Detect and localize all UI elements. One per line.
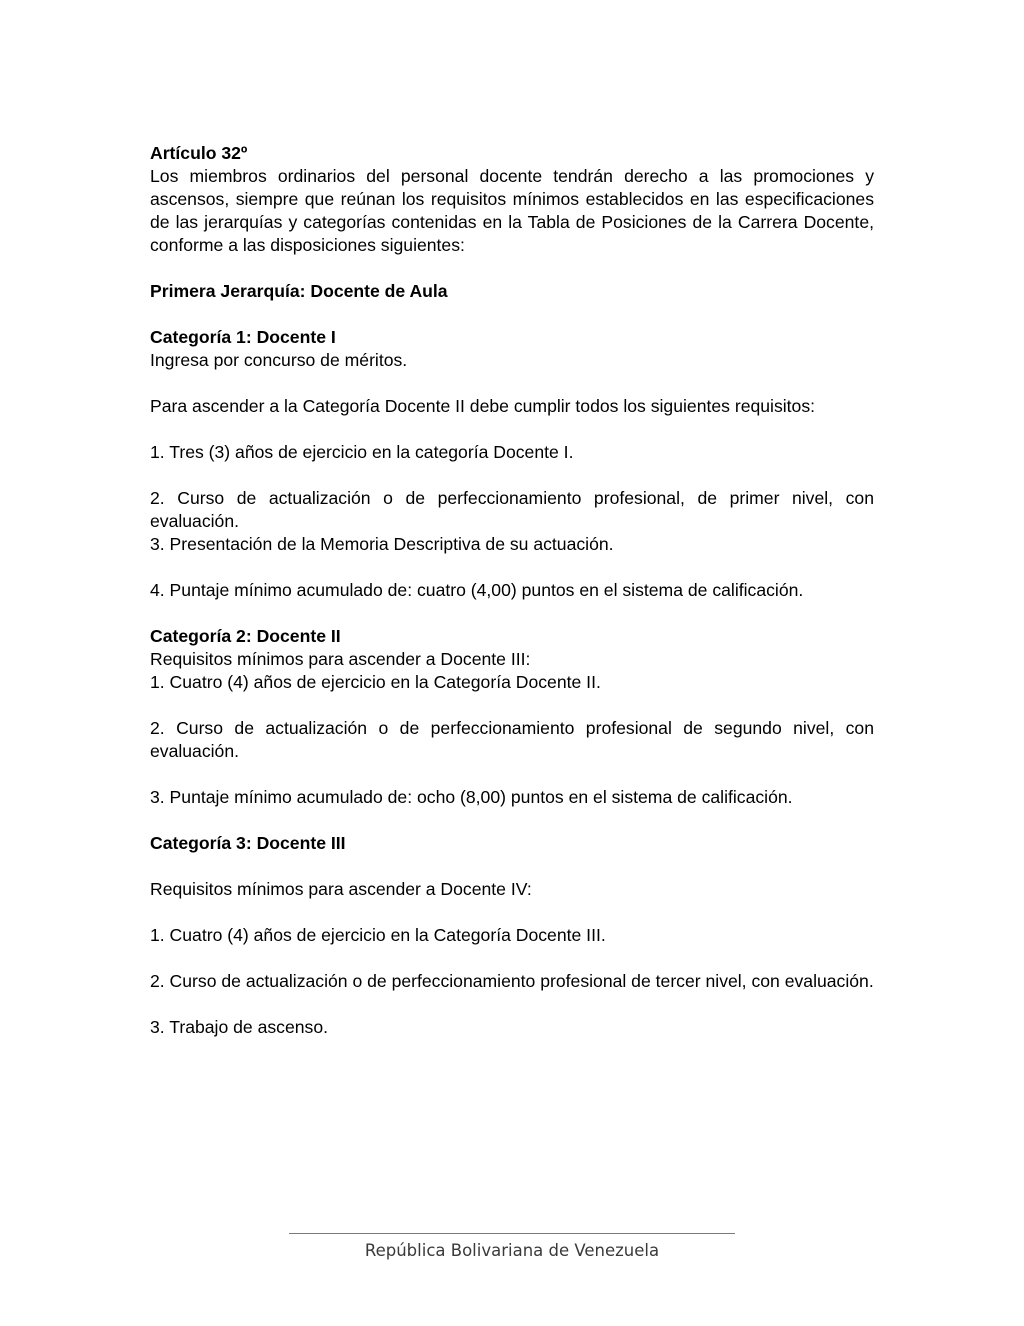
category-2-requirement-2: 2. Curso de actualización o de perfeccionamiento profesional de segundo nivel, con evaluación. <box>150 718 874 761</box>
spacer <box>150 372 874 395</box>
spacer <box>150 602 874 625</box>
spacer <box>150 303 874 326</box>
category-1-requirement-4: 4. Puntaje mínimo acumulado de: cuatro (4,00) puntos en el sistema de calificación. <box>150 580 804 600</box>
spacer <box>150 809 874 832</box>
spacer <box>150 418 874 441</box>
category-3-heading: Categoría 3: Docente III <box>150 833 346 853</box>
spacer <box>150 901 874 924</box>
spacer <box>150 257 874 280</box>
article-intro: Los miembros ordinarios del personal docente tendrán derecho a las promociones y ascensos, siempre que reúnan los requisitos mínimos establecidos en las especificaciones de las jerarquías y categorías contenidas en la Tabla de Posiciones de la Carrera Docente, conforme a las disposiciones siguientes: <box>150 166 874 255</box>
spacer <box>150 763 874 786</box>
spacer <box>150 947 874 970</box>
hierarchy-heading: Primera Jerarquía: Docente de Aula <box>150 281 448 301</box>
category-3-requirement-1: 1. Cuatro (4) años de ejercicio en la Categoría Docente III. <box>150 925 606 945</box>
category-1-requirement-1: 1. Tres (3) años de ejercicio en la categoría Docente I. <box>150 442 574 462</box>
article-title: Artículo 32º <box>150 143 248 163</box>
spacer <box>150 556 874 579</box>
category-1-requirement-3: 3. Presentación de la Memoria Descriptiva de su actuación. <box>150 534 614 554</box>
category-3-ascend-text: Requisitos mínimos para ascender a Docente IV: <box>150 879 532 899</box>
category-1-requirement-2: 2. Curso de actualización o de perfeccionamiento profesional, de primer nivel, con evaluación. <box>150 488 874 531</box>
category-2-requirement-1: 1. Cuatro (4) años de ejercicio en la Categoría Docente II. <box>150 672 601 692</box>
footer-text: República Bolivariana de Venezuela <box>364 1241 660 1260</box>
document-body <box>150 142 874 1039</box>
spacer <box>150 993 874 1016</box>
spacer <box>150 694 874 717</box>
spacer <box>150 855 874 878</box>
category-2-ascend-text: Requisitos mínimos para ascender a Docente III: <box>150 649 531 669</box>
category-1-heading: Categoría 1: Docente I <box>150 327 336 347</box>
category-1-entry: Ingresa por concurso de méritos. <box>150 350 408 370</box>
category-3-requirement-3: 3. Trabajo de ascenso. <box>150 1017 329 1037</box>
category-3-requirement-2: 2. Curso de actualización o de perfeccionamiento profesional de tercer nivel, con evaluación. <box>150 971 874 991</box>
spacer <box>150 464 874 487</box>
footer-divider <box>289 1233 735 1234</box>
category-2-heading: Categoría 2: Docente II <box>150 626 341 646</box>
category-1-ascend-text: Para ascender a la Categoría Docente II debe cumplir todos los siguientes requisitos: <box>150 396 816 416</box>
category-2-requirement-3: 3. Puntaje mínimo acumulado de: ocho (8,00) puntos en el sistema de calificación. <box>150 787 793 807</box>
